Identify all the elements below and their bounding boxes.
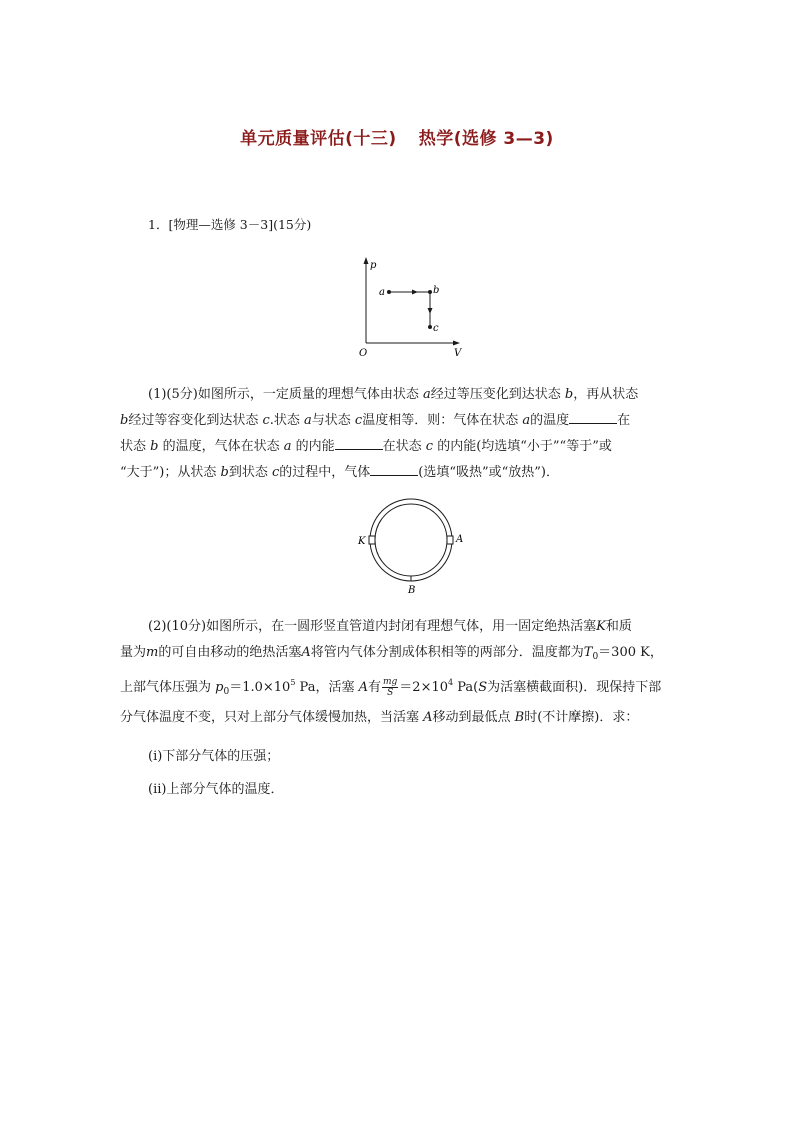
text-fragment: S — [478, 680, 488, 695]
text-fragment: 4 — [448, 678, 454, 687]
pv-diagram — [352, 255, 472, 360]
text-fragment: mg — [383, 677, 398, 687]
text-fragment: Pa，活塞 — [295, 680, 359, 695]
text-fragment: ，再从状态 — [573, 387, 639, 402]
text-fragment: A — [358, 680, 368, 695]
text-fragment: (2)(10分)如图所示，在一圆形竖直管道内封闭有理想气体，用一固定绝热活塞 — [148, 619, 597, 634]
axis-v-label: V — [454, 348, 462, 359]
text-fragment: 量为 — [120, 645, 147, 660]
text-fragment: 在状态 — [382, 439, 426, 454]
text-fragment: (1)(5分)如图所示，一定质量的理想气体由状态 — [148, 387, 423, 402]
point-b — [428, 290, 432, 294]
text-fragment: T — [583, 645, 593, 660]
text-fragment: c — [425, 439, 434, 454]
answer-blank-3 — [370, 463, 418, 476]
text-fragment: 状态 — [120, 439, 151, 454]
text-fragment: 在 — [617, 413, 631, 428]
point-a-label: a — [379, 287, 385, 298]
text-fragment: 的内能(均选填“小于”“等于”或 — [433, 439, 612, 454]
text-fragment: K — [596, 619, 606, 634]
text-fragment: 的过程中，气体 — [279, 465, 371, 480]
text-fragment: 有 — [367, 680, 381, 695]
point-a — [387, 290, 391, 294]
text-fragment: b — [120, 413, 129, 428]
text-fragment: S — [387, 688, 394, 698]
point-c-label: c — [433, 323, 439, 334]
title-main: 单元质量评估(十三) — [240, 129, 397, 149]
text-fragment: 和质 — [605, 619, 632, 634]
answer-blank-1 — [569, 411, 617, 424]
text-fragment: 温度相等．则：气体在状态 — [362, 413, 523, 428]
text-fragment: 经过等压变化到达状态 — [430, 387, 565, 402]
text-fragment: 移动到最低点 — [432, 710, 515, 725]
text-fragment: 的可自由移动的绝热活塞 — [158, 645, 302, 660]
text-fragment: “大于”)；从状态 — [120, 465, 221, 480]
arrow-a-b — [412, 290, 418, 295]
text-fragment: 5 — [290, 678, 296, 687]
part-1-text — [120, 382, 678, 486]
question-1-header: 1．[物理—选修 3－3](15分) — [148, 217, 312, 232]
text-fragment: 与状态 — [311, 413, 355, 428]
text-fragment: 的温度 — [530, 413, 570, 428]
text-fragment: 的内能 — [291, 439, 335, 454]
text-fragment: a — [283, 439, 292, 454]
fraction-mg-over-s — [382, 677, 398, 698]
text-fragment: p — [215, 680, 224, 695]
label-a: A — [456, 534, 464, 545]
text-fragment: Pa( — [453, 680, 479, 695]
p-axis-arrow — [364, 257, 369, 264]
text-fragment: .状态 — [269, 413, 305, 428]
text-fragment: 经过等容变化到达状态 — [128, 413, 263, 428]
text-fragment: m — [146, 645, 159, 660]
text-fragment: b — [220, 465, 229, 480]
text-fragment: ＝300 K， — [598, 645, 663, 660]
text-fragment: 将管内气体分割成体积相等的两部分．温度都为 — [310, 645, 584, 660]
text-fragment: 分气体温度不变，只对上部分气体缓慢加热，当活塞 — [120, 710, 424, 725]
text-fragment: 的温度，气体在状态 — [158, 439, 284, 454]
tube-inner — [375, 504, 447, 576]
piston-k — [369, 536, 375, 544]
tube-outer — [370, 499, 452, 581]
text-fragment: 0 — [592, 652, 599, 662]
page-title — [0, 124, 794, 149]
text-fragment: c — [354, 413, 363, 428]
text-fragment: ＝2×10 — [399, 680, 449, 695]
v-axis-arrow — [453, 341, 460, 346]
text-fragment: A — [423, 710, 433, 725]
circular-tube-diagram — [352, 498, 472, 598]
text-fragment: ＝1.0×10 — [229, 680, 291, 695]
text-fragment: c — [262, 413, 270, 428]
text-fragment: (选填“吸热”或“放热”)． — [418, 465, 559, 480]
sub-question-i: (ⅰ)下部分气体的压强； — [148, 749, 280, 764]
text-fragment: 到状态 — [228, 465, 272, 480]
text-fragment: 0 — [223, 687, 230, 697]
text-fragment: 时(不计摩擦)．求： — [524, 710, 639, 725]
arrow-b-c — [428, 308, 433, 314]
text-fragment: A — [301, 645, 311, 660]
part-2-text — [120, 614, 678, 731]
text-fragment: b — [564, 387, 574, 402]
text-fragment: B — [514, 710, 525, 725]
text-fragment: a — [304, 413, 312, 428]
answer-blank-2 — [335, 437, 383, 450]
text-fragment: c — [271, 465, 280, 480]
piston-a — [447, 536, 453, 544]
origin-label: O — [359, 348, 368, 359]
text-fragment: 上部气体压强为 — [120, 680, 216, 695]
text-fragment: a — [522, 413, 531, 428]
label-b: B — [408, 585, 416, 596]
sub-question-ii: (ⅱ)上部分气体的温度． — [148, 782, 284, 797]
text-fragment: b — [150, 439, 159, 454]
point-b-label: b — [433, 285, 440, 296]
title-sub: 热学(选修 3—3) — [418, 129, 554, 149]
label-k: K — [358, 536, 366, 547]
axis-p-label: p — [370, 260, 377, 271]
point-c — [428, 325, 432, 329]
text-fragment: 为活塞横截面积)．现保持下部 — [487, 680, 662, 695]
text-fragment: a — [422, 387, 431, 402]
